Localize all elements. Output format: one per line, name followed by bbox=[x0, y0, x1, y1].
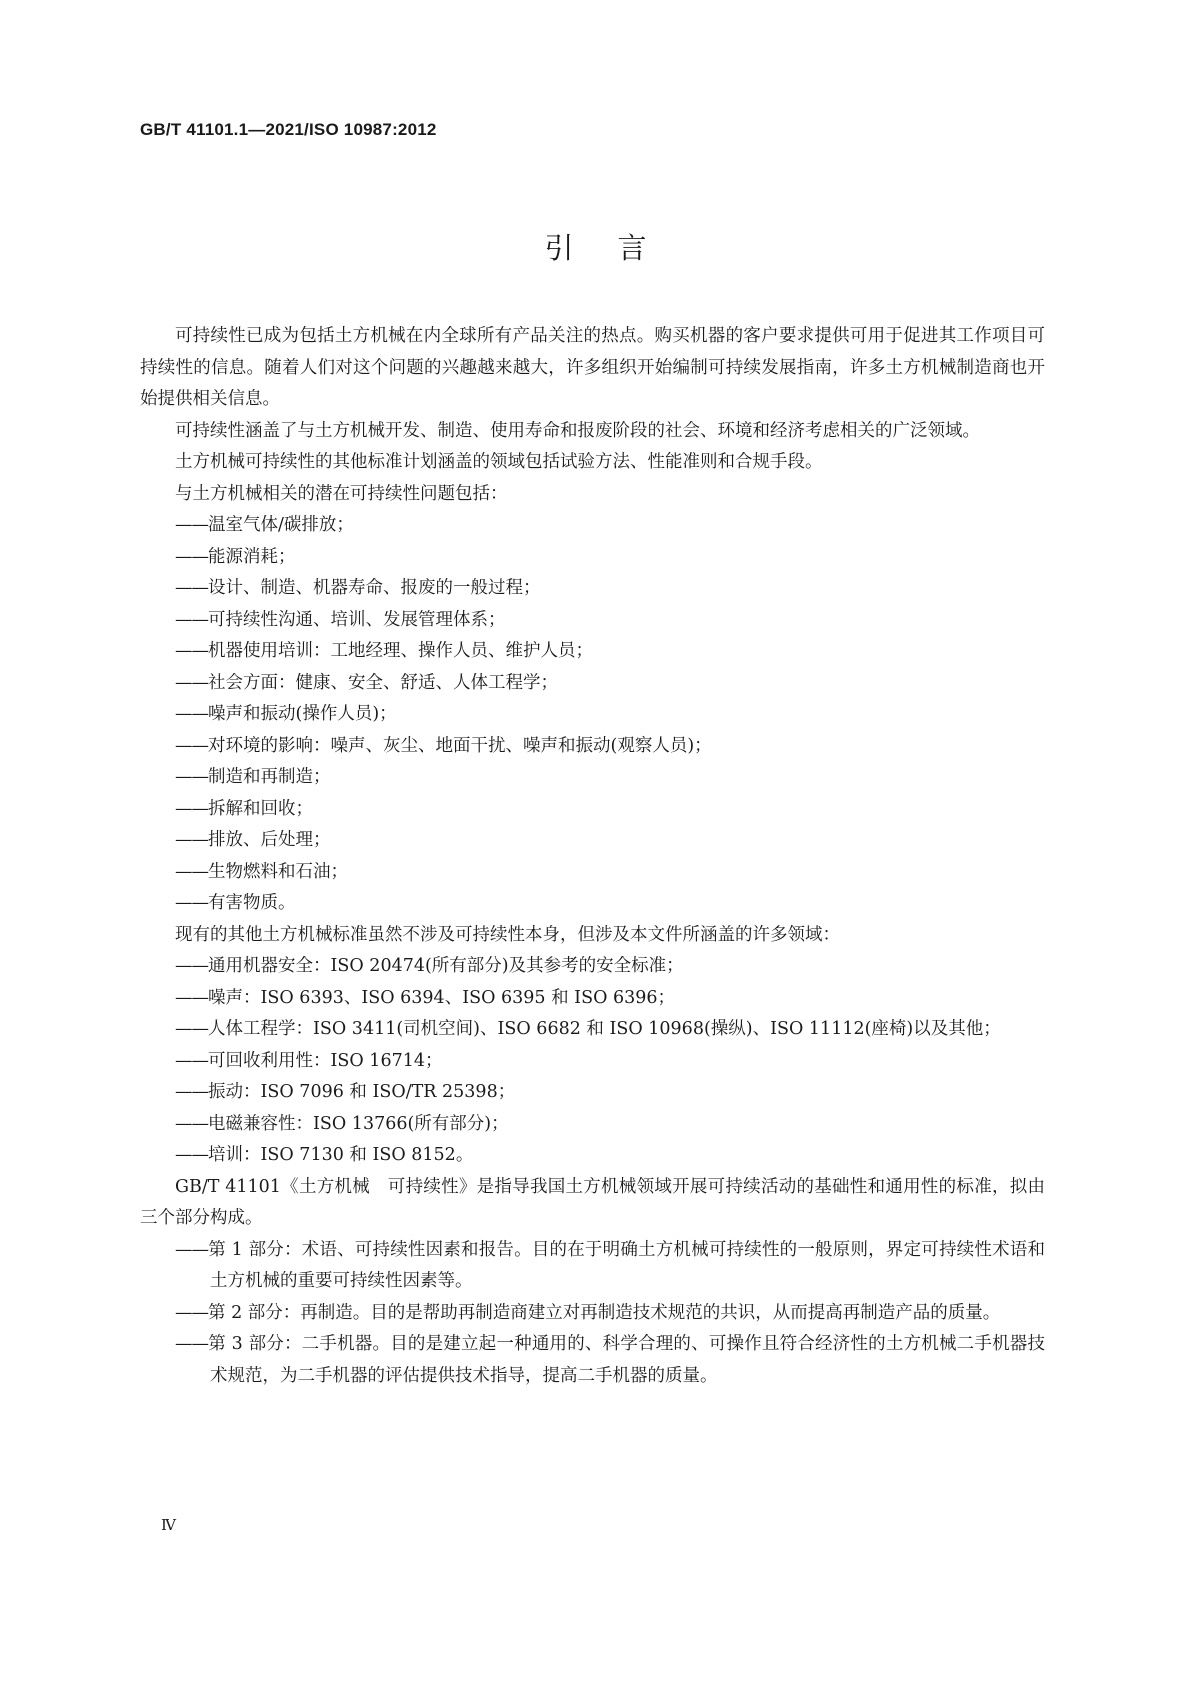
list-item bbox=[140, 510, 1045, 542]
list-item-text: 噪声和振动(操作人员)； bbox=[208, 704, 397, 724]
list-item-text: 对环境的影响：噪声、灰尘、地面干扰、噪声和振动(观察人员)； bbox=[208, 735, 712, 756]
list-item bbox=[140, 825, 1045, 857]
dash-marker: —— bbox=[175, 798, 208, 819]
list-item bbox=[140, 731, 1045, 763]
list-item-text: 机器使用培训：工地经理、操作人员、维护人员； bbox=[208, 641, 593, 661]
dash-marker: —— bbox=[175, 956, 208, 976]
dash-marker: —— bbox=[175, 546, 208, 567]
list-item bbox=[140, 888, 1045, 920]
list-item-text: 温室气体/碳排放； bbox=[208, 515, 354, 535]
list-item bbox=[140, 1140, 1045, 1172]
dash-marker: —— bbox=[175, 1145, 208, 1165]
list-item bbox=[140, 1109, 1045, 1141]
list-item-text: 社会方面：健康、安全、舒适、人体工程学； bbox=[208, 672, 558, 693]
list-item bbox=[140, 762, 1045, 794]
list-item bbox=[140, 794, 1045, 826]
paragraph: GB/T 41101《土方机械 可持续性》是指导我国土方机械领域开展可持续活动的基础性和通用性的标准，拟由三个部分构成。 bbox=[140, 1176, 1045, 1228]
paragraph: 可持续性已成为包括土方机械在内全球所有产品关注的热点。购买机器的客户要求提供可用于促进其工作项目可持续性的信息。随着人们对这个问题的兴趣越来越大，许多组织开始编制可持续发展指南，许多土方机械制造商也开始提供相关信息。 bbox=[140, 326, 1045, 409]
list-item bbox=[140, 1329, 1045, 1392]
list-item-text: 生物燃料和石油； bbox=[208, 861, 348, 882]
dash-marker: —— bbox=[175, 893, 208, 913]
list-item-text: 第 3 部分：二手机器。目的是建立起一种通用的、科学合理的、可操作且符合经济性的土方机械二手机器技术规范，为二手机器的评估提供技术指导，提高二手机器的质量。 bbox=[208, 1334, 1045, 1386]
dash-marker: —— bbox=[175, 1113, 208, 1134]
list-item bbox=[140, 1298, 1045, 1330]
paragraph: 与土方机械相关的潜在可持续性问题包括： bbox=[175, 483, 508, 504]
dash-marker: —— bbox=[175, 1239, 208, 1260]
list-item bbox=[140, 983, 1045, 1015]
list-item bbox=[140, 573, 1045, 605]
paragraph: 可持续性涵盖了与土方机械开发、制造、使用寿命和报废阶段的社会、环境和经济考虑相关的广泛领域。 bbox=[175, 420, 980, 441]
list-item-text: 能源消耗； bbox=[208, 546, 296, 567]
list-item-text: 有害物质。 bbox=[208, 893, 296, 913]
list-item-text: 设计、制造、机器寿命、报废的一般过程； bbox=[208, 578, 541, 598]
dash-marker: —— bbox=[175, 1082, 208, 1102]
list-item-text: 振动：ISO 7096 和 ISO/TR 25398； bbox=[208, 1082, 516, 1102]
list-item-text: 通用机器安全：ISO 20474(所有部分)及其参考的安全标准； bbox=[208, 956, 684, 976]
list-item bbox=[140, 1046, 1045, 1078]
dash-marker: —— bbox=[175, 641, 208, 661]
dash-marker: —— bbox=[175, 767, 208, 787]
dash-marker: —— bbox=[175, 704, 208, 724]
list-item-text: 噪声：ISO 6393、ISO 6394、ISO 6395 和 ISO 6396； bbox=[208, 987, 676, 1008]
list-item-text: 制造和再制造； bbox=[208, 767, 331, 787]
list-item bbox=[140, 951, 1045, 983]
page-number: Ⅳ bbox=[161, 1516, 176, 1534]
dash-marker: —— bbox=[175, 735, 208, 756]
list-item bbox=[140, 605, 1045, 637]
list-item-text: 培训：ISO 7130 和 ISO 8152。 bbox=[208, 1145, 474, 1165]
list-item bbox=[140, 699, 1045, 731]
dash-marker: —— bbox=[175, 672, 208, 693]
list-item-text: 电磁兼容性：ISO 13766(所有部分)； bbox=[208, 1113, 509, 1134]
list-item bbox=[140, 857, 1045, 889]
list-item bbox=[140, 1235, 1045, 1298]
dash-marker: —— bbox=[175, 830, 208, 850]
dash-marker: —— bbox=[175, 578, 208, 598]
list-item-text: 拆解和回收； bbox=[208, 798, 313, 819]
dash-marker: —— bbox=[175, 1302, 208, 1323]
dash-marker: —— bbox=[175, 1019, 208, 1039]
list-item bbox=[140, 636, 1045, 668]
list-item bbox=[140, 668, 1045, 700]
dash-marker: —— bbox=[175, 987, 208, 1008]
dash-marker: —— bbox=[175, 1334, 208, 1354]
list-item bbox=[140, 542, 1045, 574]
list-item-text: 第 1 部分：术语、可持续性因素和报告。目的在于明确土方机械可持续性的一般原则，界定可持续性术语和土方机械的重要可持续性因素等。 bbox=[208, 1239, 1045, 1291]
list-item-text: 可持续性沟通、培训、发展管理体系； bbox=[208, 609, 506, 630]
list-item bbox=[140, 1014, 1045, 1046]
paragraph: 土方机械可持续性的其他标准计划涵盖的领域包括试验方法、性能准则和合规手段。 bbox=[175, 452, 823, 472]
dash-marker: —— bbox=[175, 861, 208, 882]
list-item-text: 人体工程学：ISO 3411(司机空间)、ISO 6682 和 ISO 10968(操纵)、ISO 11112(座椅)以及其他； bbox=[208, 1019, 1001, 1039]
dash-marker: —— bbox=[175, 609, 208, 630]
list-item bbox=[140, 1077, 1045, 1109]
list-item-text: 可回收利用性：ISO 16714； bbox=[208, 1050, 443, 1071]
list-item-text: 排放、后处理； bbox=[208, 830, 331, 850]
dash-marker: —— bbox=[175, 1050, 208, 1071]
list-item-text: 第 2 部分：再制造。目的是帮助再制造商建立对再制造技术规范的共识，从而提高再制造产品的质量。 bbox=[208, 1302, 1001, 1323]
page-title: 引言 bbox=[544, 231, 691, 265]
body-text bbox=[140, 321, 1045, 1392]
paragraph: 现有的其他土方机械标准虽然不涉及可持续性本身，但涉及本文件所涵盖的许多领域： bbox=[175, 924, 840, 945]
dash-marker: —— bbox=[175, 515, 208, 535]
standard-code-header: GB/T 41101.1—2021/ISO 10987:2012 bbox=[140, 120, 437, 139]
